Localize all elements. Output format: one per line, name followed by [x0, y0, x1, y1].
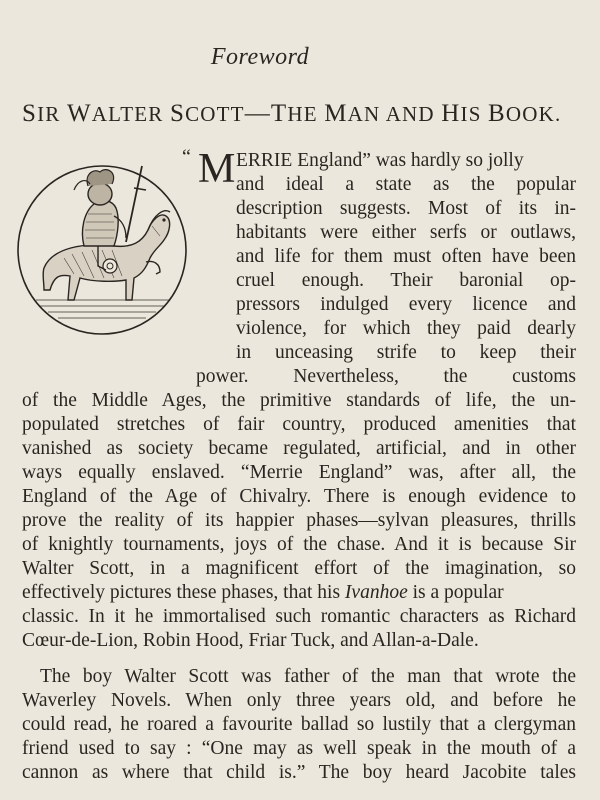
- text-line: classic. In it he immortalised such romantic characters as Richard: [22, 606, 576, 627]
- heading-part: S: [22, 100, 38, 127]
- heading-part: AN AND: [347, 102, 442, 126]
- text-line: habitants were either serfs or outlaws,: [236, 222, 576, 243]
- text-fragment: effectively pictures these phases, that his: [22, 582, 345, 603]
- text-line: cannon as where that child is.” The boy heard Jacobite tales: [22, 762, 576, 783]
- chapter-heading: [22, 100, 562, 128]
- heading-part: ALTER: [91, 102, 170, 126]
- heading-part: W: [66, 100, 92, 127]
- knight-medallion-illustration: [14, 150, 189, 350]
- text-line: could read, he roared a favourite ballad so lustily that a clergyman: [22, 714, 576, 735]
- heading-part: OOK.: [505, 102, 562, 126]
- text-line: cruel enough. Their baronial op-: [236, 270, 576, 291]
- heading-part: S: [169, 100, 186, 127]
- heading-part: T: [270, 100, 288, 127]
- text-fragment: is a popular: [407, 582, 504, 603]
- text-line: of the Middle Ages, the primitive standards of life, the un-: [22, 390, 576, 411]
- book-title-ivanhoe: Ivanhoe: [344, 582, 408, 603]
- text-line: prove the reality of its happier phases—sylvan pleasures, thrills: [22, 510, 576, 531]
- page-title: Foreword: [210, 44, 310, 70]
- text-line: populated stretches of fair country, produced amenities that: [22, 414, 576, 435]
- heading-part: B: [488, 100, 506, 127]
- text-line: Cœur-de-Lion, Robin Hood, Friar Tuck, and Allan-a-Dale.: [22, 630, 479, 651]
- text-line: ways equally enslaved. “Merrie England” was, after all, the: [22, 462, 576, 483]
- text-line: ERRIE England” was hardly so jolly: [236, 150, 524, 171]
- text-line: The boy Walter Scott was father of the man that wrote the: [40, 666, 576, 687]
- heading-part: IR: [37, 102, 67, 126]
- text-line: and life for them must often have been: [236, 246, 576, 267]
- text-line: in unceasing strife to keep their: [236, 342, 576, 363]
- text-line: of knightly tournaments, joys of the chase. And it is because Sir: [22, 534, 576, 555]
- text-line: power. Nevertheless, the customs: [196, 366, 576, 387]
- text-line: [22, 582, 576, 604]
- heading-part: —: [244, 100, 271, 127]
- heading-part: HE: [287, 102, 325, 126]
- text-line: Waverley Novels. When only three years old, and before he: [22, 690, 576, 711]
- drop-cap: M: [198, 146, 236, 192]
- text-line: friend used to say : “One may as well speak in the mouth of a: [22, 738, 576, 759]
- heading-part: M: [324, 100, 348, 127]
- text-line: and ideal a state as the popular: [236, 174, 576, 195]
- text-line: Walter Scott, in a magnificent effort of the imagination, so: [22, 558, 576, 579]
- text-line: violence, for which they paid dearly: [236, 318, 576, 339]
- heading-part: H: [441, 100, 461, 127]
- heading-part: IS: [460, 102, 489, 126]
- text-line: England of the Age of Chivalry. There is enough evidence to: [22, 486, 576, 507]
- heading-part: COTT: [185, 102, 245, 126]
- text-line: vanished as society became regulated, artificial, and in other: [22, 438, 576, 459]
- text-line: pressors indulged every licence and: [236, 294, 576, 315]
- text-line: description suggests. Most of its in-: [236, 198, 576, 219]
- open-quote: “: [182, 146, 191, 168]
